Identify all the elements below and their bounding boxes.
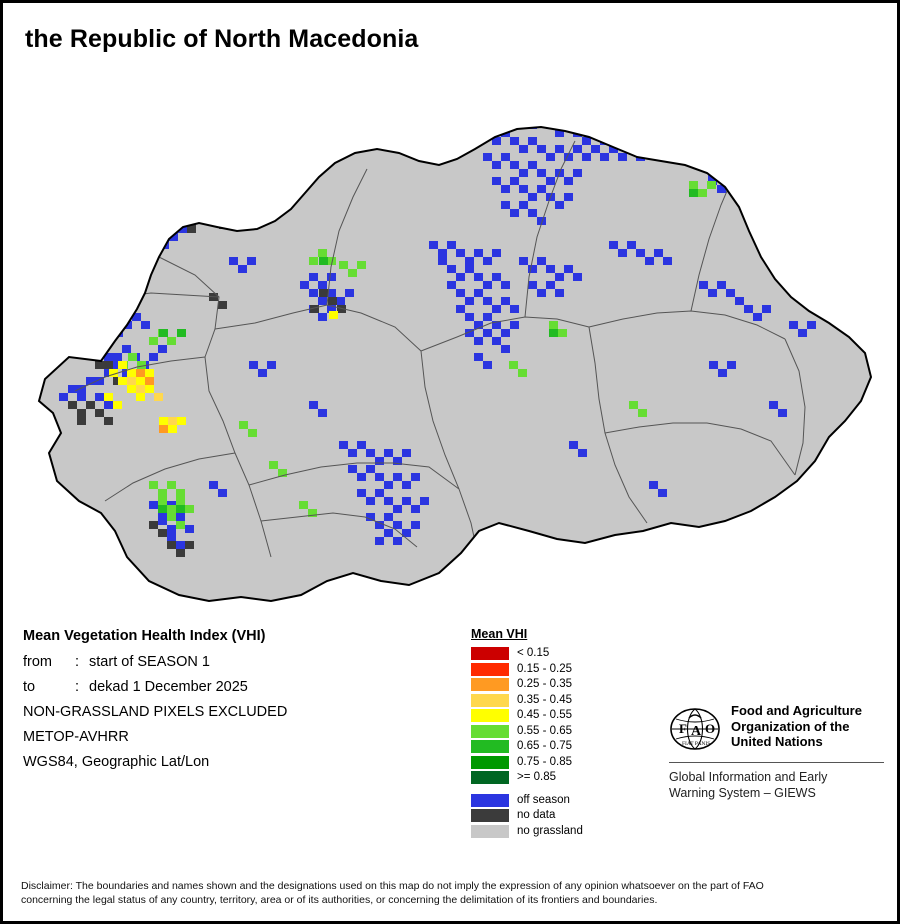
fao-block [669,703,884,801]
info-row-to [23,679,443,695]
legend-label: 0.65 - 0.75 [517,740,572,753]
legend-label: off season [517,793,570,806]
legend-swatch [471,678,509,691]
legend-label: no data [517,809,556,822]
svg-text:F: F [679,721,687,736]
fao-name [731,703,862,750]
map-area [9,61,891,606]
info-from-value: start of SEASON 1 [89,654,210,670]
legend-label: 0.45 - 0.55 [517,709,572,722]
info-row-from [23,654,443,670]
vhi-legend [471,627,631,839]
fao-name-line3: United Nations [731,734,823,749]
north-macedonia-vhi-map [9,61,891,606]
fao-subtitle [669,770,884,801]
info-row-projection: WGS84, Geographic Lat/Lon [23,754,210,770]
legend-swatch [471,809,509,822]
legend-swatch [471,740,509,753]
legend-swatch [471,647,509,660]
fao-sub-line1: Global Information and Early [669,770,828,784]
svg-text:A: A [691,724,702,739]
legend-item [471,739,631,755]
legend-swatch [471,825,509,838]
legend-swatch [471,725,509,738]
fao-sub-line2: Warning System – GIEWS [669,785,816,800]
legend-label: 0.75 - 0.85 [517,755,572,768]
info-from-key: from [23,654,52,670]
legend-swatch [471,771,509,784]
legend-label: >= 0.85 [517,771,557,784]
disclaimer-line2: concerning the legal status of any country, territory, area or of its authorities, or concerning the delimitation of its frontiers and boundaries. [21,894,658,906]
legend-item [471,770,631,786]
legend-swatch [471,794,509,807]
legend-item [471,724,631,740]
legend-item-no-data [471,808,631,824]
legend-item [471,646,631,662]
info-row-pixels: NON-GRASSLAND PIXELS EXCLUDED [23,704,288,720]
info-heading: Mean Vegetation Health Index (VHI) [23,628,266,644]
legend-label: 0.55 - 0.65 [517,724,572,737]
legend-item [471,755,631,771]
legend-label: < 0.15 [517,647,550,660]
fao-name-line1: Food and Agriculture [731,703,862,718]
legend-swatch [471,694,509,707]
fao-divider [669,762,884,763]
legend-item-off-season [471,793,631,809]
legend-label: 0.15 - 0.25 [517,662,572,675]
svg-text:FIAT PANIS: FIAT PANIS [682,741,711,747]
disclaimer-line1: Disclaimer: The boundaries and names shown and the designations used on this map do not imply the expression of any opinion whatsoever on the part of FAO [21,880,764,892]
legend-swatch [471,663,509,676]
legend-item-no-grassland [471,824,631,840]
legend-item [471,662,631,678]
info-to-sep: : [75,679,80,695]
svg-text:O: O [705,721,716,736]
legend-item [471,693,631,709]
fao-logo-icon [669,705,721,753]
disclaimer [21,879,883,907]
map-info-block [23,628,443,779]
legend-label: 0.25 - 0.35 [517,678,572,691]
legend-swatch [471,756,509,769]
fao-identity [669,703,884,753]
legend-spacer [471,786,631,793]
info-to-key: to [23,679,36,695]
legend-item [471,677,631,693]
page-title: the Republic of North Macedonia [25,25,419,53]
legend-label: no grassland [517,824,583,837]
fao-name-line2: Organization of the [731,718,850,734]
info-from-sep: : [75,654,80,670]
info-row-sensor: METOP-AVHRR [23,729,129,745]
info-to-value: dekad 1 December 2025 [89,679,248,695]
legend-item [471,708,631,724]
legend-label: 0.35 - 0.45 [517,693,572,706]
vhi-legend-title: Mean VHI [471,627,528,641]
legend-swatch [471,709,509,722]
